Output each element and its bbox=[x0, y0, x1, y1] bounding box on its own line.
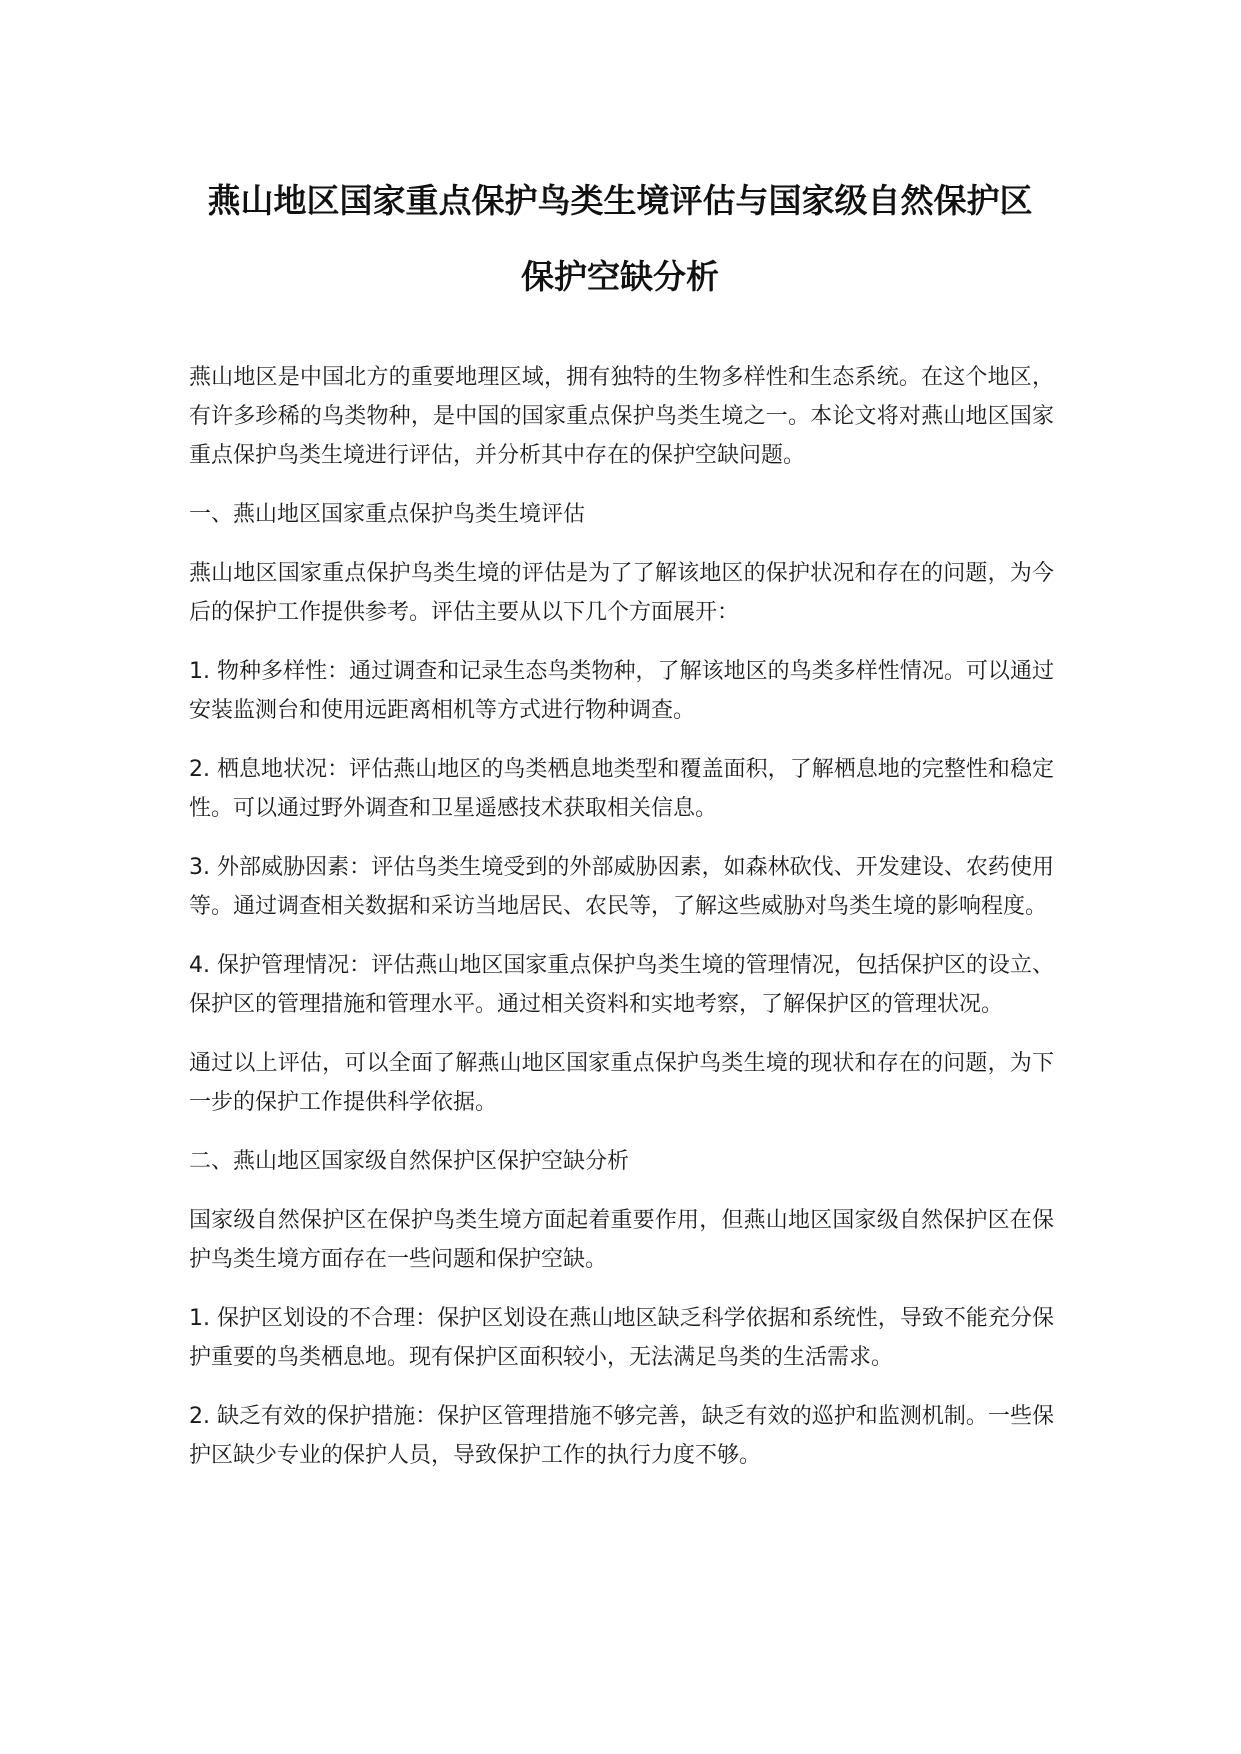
document-title-line-2: 保护空缺分析 bbox=[521, 257, 719, 296]
section-2-intro-paragraph: 国家级自然保护区在保护鸟类生境方面起着重要作用，但燕山地区国家级自然保护区在保护鸟类生境方面存在一些问题和保护空缺。 bbox=[189, 1208, 1054, 1272]
list-item-habitat-status: 2. 栖息地状况：评估燕山地区的鸟类栖息地类型和覆盖面积，了解栖息地的完整性和稳定性。可以通过野外调查和卫星遥感技术获取相关信息。 bbox=[189, 757, 1054, 821]
section-heading-2: 二、燕山地区国家级自然保护区保护空缺分析 bbox=[189, 1149, 630, 1174]
intro-paragraph: 燕山地区是中国北方的重要地理区域，拥有独特的生物多样性和生态系统。在这个地区，有许多珍稀的鸟类物种，是中国的国家重点保护鸟类生境之一。本论文将对燕山地区国家重点保护鸟类生境进行评估，并分析其中存在的保护空缺问题。 bbox=[189, 365, 1054, 468]
list-item-management-status: 4. 保护管理情况：评估燕山地区国家重点保护鸟类生境的管理情况，包括保护区的设立、保护区的管理措施和管理水平。通过相关资料和实地考察，了解保护区的管理状况。 bbox=[189, 953, 1054, 1017]
document-title-line-1: 燕山地区国家重点保护鸟类生境评估与国家级自然保护区 bbox=[207, 181, 1033, 220]
list-item-unreasonable-zoning: 1. 保护区划设的不合理：保护区划设在燕山地区缺乏科学依据和系统性，导致不能充分保护重要的鸟类栖息地。现有保护区面积较小，无法满足鸟类的生活需求。 bbox=[189, 1306, 1054, 1370]
section-1-summary-paragraph: 通过以上评估，可以全面了解燕山地区国家重点保护鸟类生境的现状和存在的问题，为下一步的保护工作提供科学依据。 bbox=[189, 1051, 1054, 1115]
list-item-species-diversity: 1. 物种多样性：通过调查和记录生态鸟类物种，了解该地区的鸟类多样性情况。可以通过安装监测台和使用远距离相机等方式进行物种调查。 bbox=[189, 659, 1054, 723]
list-item-lack-of-measures: 2. 缺乏有效的保护措施：保护区管理措施不够完善，缺乏有效的巡护和监测机制。一些保护区缺少专业的保护人员，导致保护工作的执行力度不够。 bbox=[189, 1404, 1054, 1468]
section-heading-1: 一、燕山地区国家重点保护鸟类生境评估 bbox=[189, 502, 586, 527]
list-item-external-threats: 3. 外部威胁因素：评估鸟类生境受到的外部威胁因素，如森林砍伐、开发建设、农药使用等。通过调查相关数据和采访当地居民、农民等，了解这些威胁对鸟类生境的影响程度。 bbox=[189, 855, 1054, 919]
section-1-intro-paragraph: 燕山地区国家重点保护鸟类生境的评估是为了了解该地区的保护状况和存在的问题，为今后的保护工作提供参考。评估主要从以下几个方面展开： bbox=[189, 561, 1054, 625]
document-body bbox=[189, 358, 1054, 1495]
